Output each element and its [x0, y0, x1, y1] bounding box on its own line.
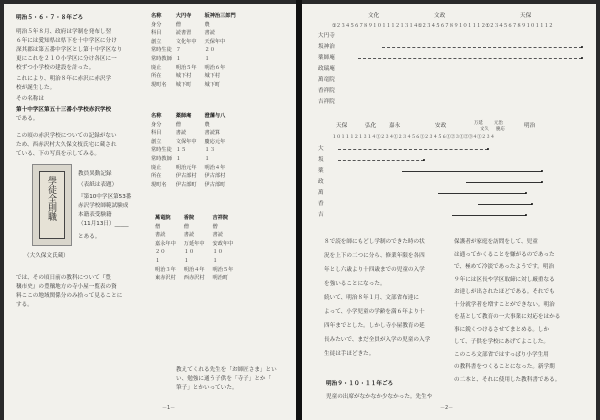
chart-end-dot	[541, 181, 543, 183]
chart-row-label: 薬	[318, 168, 324, 174]
chart-end-dot	[531, 203, 533, 205]
school-name: 第十中学区第五十三番小学校赤沢学校	[16, 107, 112, 113]
era-label: 文久	[480, 127, 489, 132]
chart-row-label: 坂	[318, 157, 324, 163]
table-row	[149, 129, 227, 138]
text-line: ため、西赤沢村大久保文枝氏宅に蔵され	[16, 142, 117, 148]
table-cell: 慶応元年	[204, 138, 226, 145]
table-cell: 天保年中	[204, 38, 226, 45]
table-cell: １	[175, 155, 181, 162]
table-cell: 身分	[151, 21, 162, 28]
chart-row-label: 吉	[318, 212, 324, 218]
chart-row-label: 坂神治	[318, 44, 335, 50]
chart-row-label: 大	[318, 146, 324, 152]
text-line: この頃の赤沢学校についての記録がない	[16, 133, 117, 139]
table-header-cell: 香院	[183, 215, 195, 221]
text-line: 況を上下の二つに分ら、修業年限を各四	[324, 253, 425, 259]
stamp-text: 學徒全則職	[46, 176, 56, 221]
chart-row-label: 薬師庵	[318, 55, 335, 61]
chart-row-label: 政瑞庵	[318, 66, 335, 72]
table-row	[149, 164, 227, 173]
caption-line: 赤沢学校師範試験成	[78, 203, 129, 209]
table-cell: 僧	[155, 223, 161, 230]
chart-period-line	[438, 193, 526, 194]
table-cell: 僧	[175, 21, 181, 28]
era-label: 安政	[435, 123, 447, 129]
table-cell: 明治６年	[204, 64, 226, 71]
era-label: 慶応	[496, 127, 505, 132]
era-label: 弘化	[365, 123, 377, 129]
table-header-cell: 名称	[151, 113, 162, 119]
table-cell: 科目	[151, 30, 162, 37]
table-header-row	[149, 112, 227, 121]
caption-line: 『第10中学区第53番	[78, 194, 132, 200]
table-header-cell: 名称	[151, 13, 162, 19]
era-label: 明治	[524, 123, 536, 129]
chart-end-dot	[525, 214, 527, 216]
table-cell: １０	[212, 249, 223, 256]
chart-end-dot	[541, 170, 543, 172]
table-cell: １	[204, 155, 210, 162]
chart-end-dot	[487, 148, 489, 150]
caption-line: 教員異動記録	[78, 171, 112, 177]
table-cell: 明治５年	[175, 64, 197, 71]
table-cell: 明治元年	[175, 164, 197, 171]
caption-line: とある。	[78, 234, 101, 240]
table-cell: 東赤沢村	[155, 275, 176, 282]
table-cell: 創立	[151, 138, 162, 145]
table-cell: 明治町	[212, 275, 229, 282]
chart-period-line	[466, 182, 542, 183]
table-cell: 現町名	[151, 81, 167, 88]
text-line: 穣市史』の豊穣地方の寺小屋一覧表の資	[16, 284, 117, 290]
table-cell: 書読	[175, 130, 187, 137]
table-row	[149, 155, 227, 164]
section-heading: 明治５・６・７・８年ごろ	[16, 15, 84, 21]
table-row	[149, 46, 238, 55]
terakoya-table-3	[149, 214, 235, 283]
caption-line: （表紙は表題）	[78, 182, 118, 188]
table-row	[149, 266, 235, 275]
table-cell: 明治３年	[155, 266, 176, 273]
note-line: 教えてくれる先生を「お師匠さま」とい	[176, 367, 277, 373]
text-line: を基として教育の一大事業に対応をはかる	[454, 314, 561, 320]
text-line: よって、小学児童の学齢を満６年より十	[324, 309, 425, 315]
table-header-row	[149, 12, 238, 21]
text-line: の二本と、それに使用した教科書である。	[454, 376, 561, 383]
text-line: ９年には区長や学区取締に対し厳重なる	[454, 276, 555, 283]
document-cover	[39, 171, 65, 239]
caption-line: （11月13日）_____	[78, 221, 129, 227]
table-cell: １	[175, 55, 181, 62]
table-cell: 常時生徒	[151, 147, 172, 154]
text-line: 明治５年８月、政府は学制を発布し翌	[16, 29, 112, 35]
text-line: お達しが出されたほどである。それでも	[454, 289, 555, 295]
table-cell: 書読	[155, 232, 166, 239]
text-line: 四年までとした。しかし寺小屋教育の延	[324, 323, 425, 329]
table-row	[149, 181, 227, 190]
text-line: このころ文部省ではすっぱり小学生用	[454, 351, 549, 358]
table-row	[149, 81, 238, 90]
table-header-row	[149, 214, 235, 223]
era-label: 天保	[520, 13, 532, 19]
table-cell: 書読	[204, 30, 215, 37]
table-cell: 僧	[212, 223, 218, 230]
table-cell: ７	[175, 47, 181, 54]
era-label: 万延	[474, 121, 483, 126]
era-label: 文化	[368, 13, 380, 19]
table-cell: １０	[183, 249, 195, 256]
right-page	[302, 4, 596, 420]
chart-period-line	[478, 204, 532, 205]
table-cell: １	[204, 55, 210, 62]
chart-period-line	[338, 149, 488, 150]
table-cell: 常時教師	[151, 155, 172, 162]
table-cell: 明治４年	[204, 164, 226, 171]
chart-period-line	[402, 171, 542, 172]
table-header-cell: 薬師庵	[175, 113, 192, 119]
era-label: 嘉永	[389, 123, 401, 129]
chart-period-line	[358, 58, 582, 59]
text-line: 保護者が家庭を訪問をして、児童	[454, 239, 538, 245]
table-row	[149, 29, 238, 38]
table-row	[149, 223, 235, 232]
table-cell: 城下村	[204, 73, 221, 80]
table-header-cell: 坂神治三郎門	[204, 13, 236, 19]
chart-row-label: 萬	[318, 190, 324, 196]
page-number: －1－	[162, 405, 176, 411]
text-line: する。	[16, 302, 33, 308]
table-cell: 万延年中	[183, 240, 205, 247]
document-photo	[32, 164, 72, 246]
chart-row-label: 大円寺	[318, 33, 335, 39]
era-label: 元治	[494, 121, 503, 126]
table-cell: 僧	[183, 223, 189, 230]
text-line: 続いて、明治８年１月、文部省布達に	[324, 295, 419, 301]
chart-period-line	[338, 160, 424, 161]
table-cell: １３	[204, 147, 215, 154]
era-label: 天保	[336, 123, 348, 129]
chart-end-dot	[525, 192, 527, 194]
table-cell: 書読	[183, 232, 195, 239]
chart-row-label: 政	[318, 179, 324, 185]
table-cell: 書読算	[204, 130, 221, 137]
text-line: では、その頃日前の教科について『豊	[16, 275, 111, 281]
table-cell: 城下町	[204, 81, 221, 88]
table-cell: 廃止	[151, 64, 162, 71]
table-row	[149, 257, 235, 266]
text-line: 年とし六歳より十四歳までの児童の入学	[324, 267, 425, 273]
table-cell: 伊古部町	[204, 181, 226, 188]
table-row	[149, 121, 227, 130]
text-line: で、極めて冷淡であったようです。明治	[454, 264, 555, 270]
table-row	[149, 72, 238, 81]
table-header-cell: 萬竜院	[155, 215, 171, 221]
chart-period-line	[382, 47, 582, 48]
table-cell: １	[212, 257, 218, 264]
text-line: 長みたいで、まだ全員が入学の児童の入学	[324, 337, 431, 343]
table-row	[149, 64, 238, 73]
table-cell: 所在	[151, 173, 162, 180]
table-cell: ２０	[204, 47, 215, 54]
chart-end-dot	[423, 159, 425, 161]
table-cell: 廃止	[151, 164, 162, 171]
chart-end-dot	[581, 46, 583, 48]
era-label: 文政	[434, 13, 446, 19]
table-row	[149, 38, 238, 47]
text-line: ている、下の写真を示してみる。	[16, 151, 100, 157]
text-line: して、子供を学校にあげてよこした。	[454, 339, 549, 345]
table-cell: １	[183, 257, 189, 264]
chart-end-dot	[581, 57, 583, 59]
table-header-cell: 吉祥院	[212, 215, 229, 221]
table-cell: 安政年中	[212, 240, 234, 247]
text-line: 生徒は手ほどきた。	[324, 351, 375, 357]
table-row	[149, 21, 238, 30]
table-cell: 現町名	[151, 181, 167, 188]
table-row	[149, 138, 227, 147]
chart-period-line	[452, 215, 526, 216]
table-cell: 僧	[175, 121, 181, 128]
text-line: 十分就学者を増すことができない。明治	[454, 301, 555, 308]
table-cell: 農	[204, 121, 210, 128]
table-cell: １	[155, 257, 161, 264]
table-cell: 伊古部村	[204, 173, 226, 180]
terakoya-table-2	[149, 112, 227, 189]
table-cell: 身分	[151, 121, 162, 128]
note-line: 筆子」とかいっていた。	[176, 385, 238, 391]
photo-credit: （大久保文氏蔵）	[24, 253, 69, 259]
table-header-cell: 澄藩与八	[204, 113, 226, 119]
table-row	[149, 274, 235, 283]
section-heading: 明治９・１０・１１年ごろ	[326, 381, 394, 387]
table-cell: 伊古部町	[175, 181, 197, 188]
table-cell: 読書習	[175, 30, 192, 37]
caption-line: 本籍表受験籍	[78, 212, 112, 218]
table-cell: 明治５年	[212, 266, 234, 273]
chart-row-label: 香	[318, 201, 324, 207]
table-cell: 城下町	[175, 81, 192, 88]
note-line: い、勉強に通う子供を「寺子」とか「	[176, 376, 272, 382]
table-row	[149, 231, 235, 240]
table-cell: 文保年中	[175, 138, 197, 145]
text-line: 児童の出席がなかなか少なかった。先生や	[326, 394, 433, 400]
table-cell: 農	[204, 21, 210, 28]
text-line: は通ってかくることを嫌がるのであった	[454, 251, 555, 258]
table-row	[149, 172, 227, 181]
chart-row-label: 吉祥院	[318, 99, 335, 105]
table-row	[149, 146, 227, 155]
text-line: である。	[16, 116, 39, 122]
table-row	[149, 248, 235, 257]
table-cell: 城下村	[175, 73, 192, 80]
table-row	[149, 55, 238, 64]
table-cell: 常時生徒	[151, 47, 172, 54]
table-cell: 常時教師	[151, 55, 172, 62]
left-page	[4, 4, 296, 420]
table-cell: 西赤沢村	[183, 275, 205, 282]
table-cell: 明治４年	[183, 266, 205, 273]
table-cell: 文化年中	[175, 38, 197, 45]
table-cell: １５	[175, 147, 187, 154]
text-line: 更にこれを２１０小学区に分け各区に一	[16, 56, 117, 62]
table-cell: 嘉永年中	[155, 240, 176, 247]
text-line: 校ずつ小学校の建設を計った。	[16, 65, 95, 71]
text-line: 料ここの地域関係分のみ拾って見ることに	[16, 293, 123, 299]
text-line: ８で読を師にもどし学制のできた時の状	[324, 239, 425, 245]
chart-row-label: 萬竜院	[318, 77, 335, 83]
text-line: を強いることになった。	[324, 281, 386, 287]
year-number-row: ①２３４５６７８９１０１１１２１３１４①２３４５６７８９１０１１１２①２３４５６７８９１０１１１２	[332, 23, 553, 29]
text-line: 事に鋭くつけるさせてまとめる。しか	[454, 326, 550, 333]
text-line: その名称は	[16, 96, 44, 102]
text-line: これにより、明治８年に赤沢に赤沢学	[16, 76, 112, 82]
table-row	[149, 240, 235, 249]
chart-row-label: 香祥院	[318, 88, 335, 94]
text-line: 深其郡は第五番中学区とし第十中学区なり	[16, 47, 123, 53]
table-cell: 科目	[151, 130, 162, 137]
table-cell: 所在	[151, 73, 162, 80]
table-cell: 書読	[212, 232, 223, 239]
table-cell: 伊古部村	[175, 173, 197, 180]
table-cell: ２０	[155, 249, 166, 256]
text-line: ６年には愛知県は県下を十中学区に分け	[16, 38, 117, 44]
table-cell: 創立	[151, 38, 162, 45]
text-line: 校が誕生した。	[16, 85, 56, 91]
terakoya-table-1	[149, 12, 238, 89]
year-number-row: １０１１１２１３１４①２３４①２３４５６①２３４５６①②３①②③４①２３４	[332, 135, 495, 140]
page-number: －2－	[440, 405, 454, 411]
table-header-cell: 大円寺	[175, 13, 192, 19]
text-line: の教科書をつくることになった。新学期	[454, 364, 555, 370]
